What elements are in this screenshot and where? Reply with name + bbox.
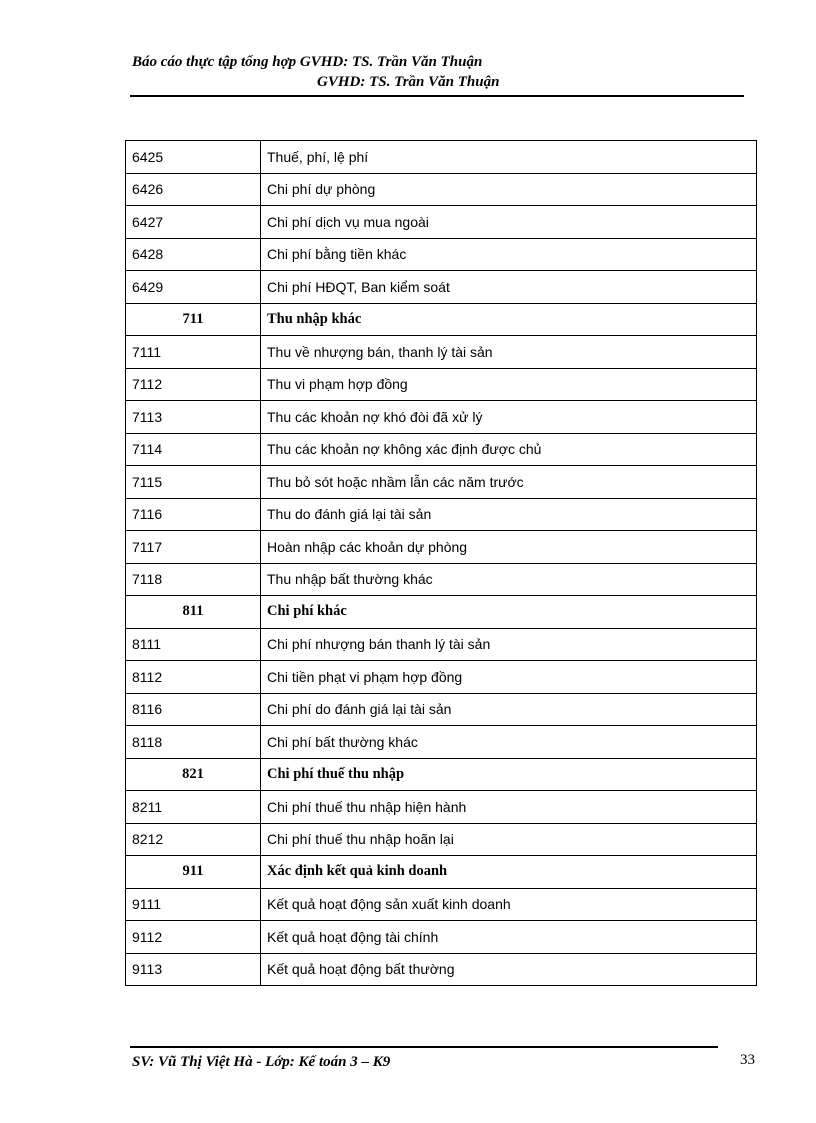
- table-row: [126, 628, 757, 661]
- account-name: Chi phí HĐQT, Ban kiểm soát: [261, 271, 757, 304]
- account-name: Kết quả hoạt động sản xuất kinh doanh: [261, 888, 757, 921]
- table-row: [126, 466, 757, 499]
- account-group-row: [126, 303, 757, 336]
- account-name: Thu nhập khác: [261, 303, 757, 336]
- page-header: [132, 52, 744, 92]
- account-group-row: [126, 856, 757, 889]
- account-name: Hoàn nhập các khoản dự phòng: [261, 531, 757, 564]
- table-row: [126, 693, 757, 726]
- account-code: 7112: [126, 368, 261, 401]
- account-code: 811: [126, 596, 261, 629]
- account-code: 7114: [126, 433, 261, 466]
- account-name: Chi phí thuế thu nhập hiện hành: [261, 791, 757, 824]
- account-name: Chi phí bằng tiền khác: [261, 238, 757, 271]
- account-code: 8111: [126, 628, 261, 661]
- account-code: 6427: [126, 206, 261, 239]
- table-row: [126, 401, 757, 434]
- account-name: Thu về nhượng bán, thanh lý tài sản: [261, 336, 757, 369]
- account-name: Chi tiền phạt vi phạm hợp đồng: [261, 661, 757, 694]
- account-code: 9113: [126, 953, 261, 986]
- account-name: Chi phí dự phòng: [261, 173, 757, 206]
- account-name: Thu các khoản nợ không xác định được chủ: [261, 433, 757, 466]
- table-row: [126, 206, 757, 239]
- account-name: Kết quả hoạt động bất thường: [261, 953, 757, 986]
- account-group-row: [126, 758, 757, 791]
- header-title: Báo cáo thực tập tổng hợp GVHD: TS. Trần Văn Thuận: [132, 54, 483, 70]
- account-code: 6425: [126, 141, 261, 174]
- account-name: Thuế, phí, lệ phí: [261, 141, 757, 174]
- account-name: Chi phí thuế thu nhập hoãn lại: [261, 823, 757, 856]
- account-code: 6426: [126, 173, 261, 206]
- account-name: Thu bỏ sót hoặc nhầm lẫn các năm trước: [261, 466, 757, 499]
- account-code: 9112: [126, 921, 261, 954]
- account-name: Chi phí khác: [261, 596, 757, 629]
- account-code: 6428: [126, 238, 261, 271]
- account-code: 911: [126, 856, 261, 889]
- account-code: 8211: [126, 791, 261, 824]
- table-row: [126, 173, 757, 206]
- account-group-row: [126, 596, 757, 629]
- account-name: Xác định kết quả kinh doanh: [261, 856, 757, 889]
- account-name: Chi phí do đánh giá lại tài sản: [261, 693, 757, 726]
- table-row: [126, 433, 757, 466]
- table-row: [126, 271, 757, 304]
- table-row: [126, 368, 757, 401]
- account-name: Chi phí thuế thu nhập: [261, 758, 757, 791]
- account-name: Thu do đánh giá lại tài sản: [261, 498, 757, 531]
- account-name: Chi phí bất thường khác: [261, 726, 757, 759]
- account-name: Thu các khoản nợ khó đòi đã xử lý: [261, 401, 757, 434]
- account-code: 7118: [126, 563, 261, 596]
- table-row: [126, 661, 757, 694]
- account-code: 8112: [126, 661, 261, 694]
- account-name: Kết quả hoạt động tài chính: [261, 921, 757, 954]
- footer-student-info: SV: Vũ Thị Việt Hà - Lớp: Kế toán 3 – K9: [132, 1054, 391, 1070]
- accounts-table: [125, 140, 757, 986]
- account-name: Thu nhập bất thường khác: [261, 563, 757, 596]
- account-code: 7115: [126, 466, 261, 499]
- account-code: 7117: [126, 531, 261, 564]
- header-supervisor: GVHD: TS. Trần Văn Thuận: [317, 74, 500, 90]
- table-row: [126, 953, 757, 986]
- page-number: 33: [740, 1052, 755, 1068]
- account-code: 711: [126, 303, 261, 336]
- table-row: [126, 726, 757, 759]
- account-code: 7116: [126, 498, 261, 531]
- table-row: [126, 823, 757, 856]
- account-code: 7113: [126, 401, 261, 434]
- account-code: 9111: [126, 888, 261, 921]
- account-code: 8116: [126, 693, 261, 726]
- account-code: 6429: [126, 271, 261, 304]
- account-code: 7111: [126, 336, 261, 369]
- footer-divider: [130, 1046, 718, 1048]
- account-name: Chi phí dịch vụ mua ngoài: [261, 206, 757, 239]
- account-code: 8118: [126, 726, 261, 759]
- table-row: [126, 336, 757, 369]
- account-code: 821: [126, 758, 261, 791]
- table-row: [126, 531, 757, 564]
- table-row: [126, 238, 757, 271]
- table-row: [126, 141, 757, 174]
- account-code: 8212: [126, 823, 261, 856]
- account-name: Thu vi phạm hợp đồng: [261, 368, 757, 401]
- table-row: [126, 888, 757, 921]
- table-row: [126, 791, 757, 824]
- accounts-table-body: [126, 141, 757, 986]
- table-row: [126, 498, 757, 531]
- table-row: [126, 921, 757, 954]
- header-divider: [130, 95, 744, 97]
- table-row: [126, 563, 757, 596]
- account-name: Chi phí nhượng bán thanh lý tài sản: [261, 628, 757, 661]
